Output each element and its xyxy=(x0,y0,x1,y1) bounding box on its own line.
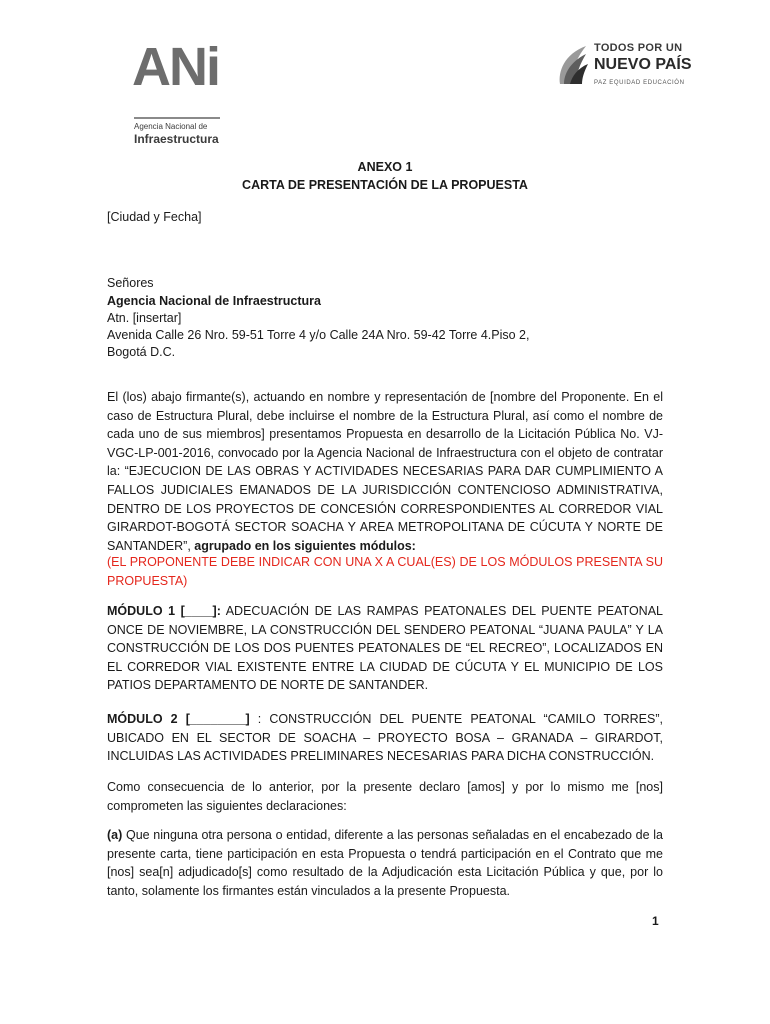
colombia-flag-icon xyxy=(556,44,590,88)
module-2-label: MÓDULO 2 [________] xyxy=(107,712,250,726)
consequence-paragraph: Como consecuencia de lo anterior, por la presente declaro [amos] y por lo mismo me [nos] comprometen las siguientes declaraciones: xyxy=(107,780,663,813)
module-2-text: : CONSTRUCCIÓN DEL PUENTE PEATONAL “CAMILO TORRES”, UBICADO EN EL SECTOR DE SOACHA – PROYECTO BOSA – GRANADA – GIRARDOT, INCLUIDAS LAS ACTIVIDADES PRELIMINARES NECESARIAS PARA DICHA CONSTRUCCIÓN. xyxy=(107,712,663,764)
module-1 xyxy=(107,602,663,695)
addressee-address: Avenida Calle 26 Nro. 59-51 Torre 4 y/o Calle 24A Nro. 59-42 Torre 4.Piso 2, xyxy=(107,328,530,342)
addressee-attn: Atn. [insertar] xyxy=(107,311,182,325)
clause-a-label: (a) xyxy=(107,828,123,842)
module-2 xyxy=(107,710,663,766)
gov-logo-line1: TODOS POR UN xyxy=(594,42,683,54)
module-1-text: ADECUACIÓN DE LAS RAMPAS PEATONALES DEL PUENTE PEATONAL ONCE DE NOVIEMBRE, LA CONSTRUCCIÓN DEL SENDERO PEATONAL “JUANA PAULA” Y LA CONSTRUCCIÓN DE LOS DOS PUENTES PEATONALES DE “EL RECREO”, LOCALIZADOS EN EL CORREDOR VIAL EXISTENTE ENTRE LA CIUDAD DE CÚCUTA Y EL MUNICIPIO DE LOS PATIOS DEPARTAMENTO DE NORTE DE SANTANDER. xyxy=(107,604,663,693)
clause-a xyxy=(107,826,663,900)
ani-logo-line1: Agencia Nacional de xyxy=(134,122,208,131)
gov-logo-tagline: PAZ EQUIDAD EDUCACIÓN xyxy=(594,80,685,86)
ani-logo xyxy=(120,37,230,146)
intro-text: El (los) abajo firmante(s), actuando en nombre y representación de [nombre del Proponente. En el caso de Estructura Plural, debe incluirse el nombre de la Estructura Plural, así como el nombre de cada uno de sus miembros] presentamos Propuesta en desarrollo de la Licitación Pública No. VJ-VGC-LP-001-2016, convocado por la Agencia Nacional de Infraestructura con el objeto de contratar la: “EJECUCION DE LAS OBRAS Y ACTIVIDADES NECESARIAS PARA DAR CUMPLIMIENTO A FALLOS JUDICIALES EMANADOS DE LA JURISDICCIÓN CONTENCIOSO ADMINISTRATIVA, DENTRO DE LOS PROYECTOS DE CONCESIÓN CORRESPONDIENTES AL CORREDOR VIAL GIRARDOT-BOGOTÁ SECTOR SOACHA Y AREA METROPOLITANA DE CÚCUTA Y NORTE DE SANTANDER”, xyxy=(107,390,663,553)
module-instruction: (EL PROPONENTE DEBE INDICAR CON UNA X A CUAL(ES) DE LOS MÓDULOS PRESENTA SU PROPUESTA) xyxy=(107,555,663,588)
ani-logo-mark: ANi xyxy=(132,37,219,97)
gov-logo xyxy=(556,42,692,94)
intro-paragraph xyxy=(107,388,663,555)
ani-logo-line2: Infraestructura xyxy=(134,132,219,146)
intro-bold-tail: agrupado en los siguientes módulos: xyxy=(194,538,416,553)
salutation: Señores xyxy=(107,276,154,290)
module-1-label: MÓDULO 1 [____]: xyxy=(107,604,221,618)
gov-logo-line2: NUEVO PAÍS xyxy=(594,56,692,73)
city-date-placeholder: [Ciudad y Fecha] xyxy=(107,210,202,224)
ani-logo-divider xyxy=(134,117,220,119)
document-subtitle: CARTA DE PRESENTACIÓN DE LA PROPUESTA xyxy=(242,178,528,192)
clause-a-text: Que ninguna otra persona o entidad, diferente a las personas señaladas en el encabezado de la presente carta, tiene participación en esta Propuesta o tendrá participación en el Contrato que me [nos] sea[n] adjudicado[s] como resultado de la Adjudicación esta Licitación Pública y que, por lo tanto, solamente los firmantes están vinculados a la presente Propuesta. xyxy=(107,828,663,898)
addressee-city: Bogotá D.C. xyxy=(107,345,176,359)
annex-title: ANEXO 1 xyxy=(357,160,413,174)
addressee-org: Agencia Nacional de Infraestructura xyxy=(107,294,321,308)
page-number: 1 xyxy=(652,914,659,928)
